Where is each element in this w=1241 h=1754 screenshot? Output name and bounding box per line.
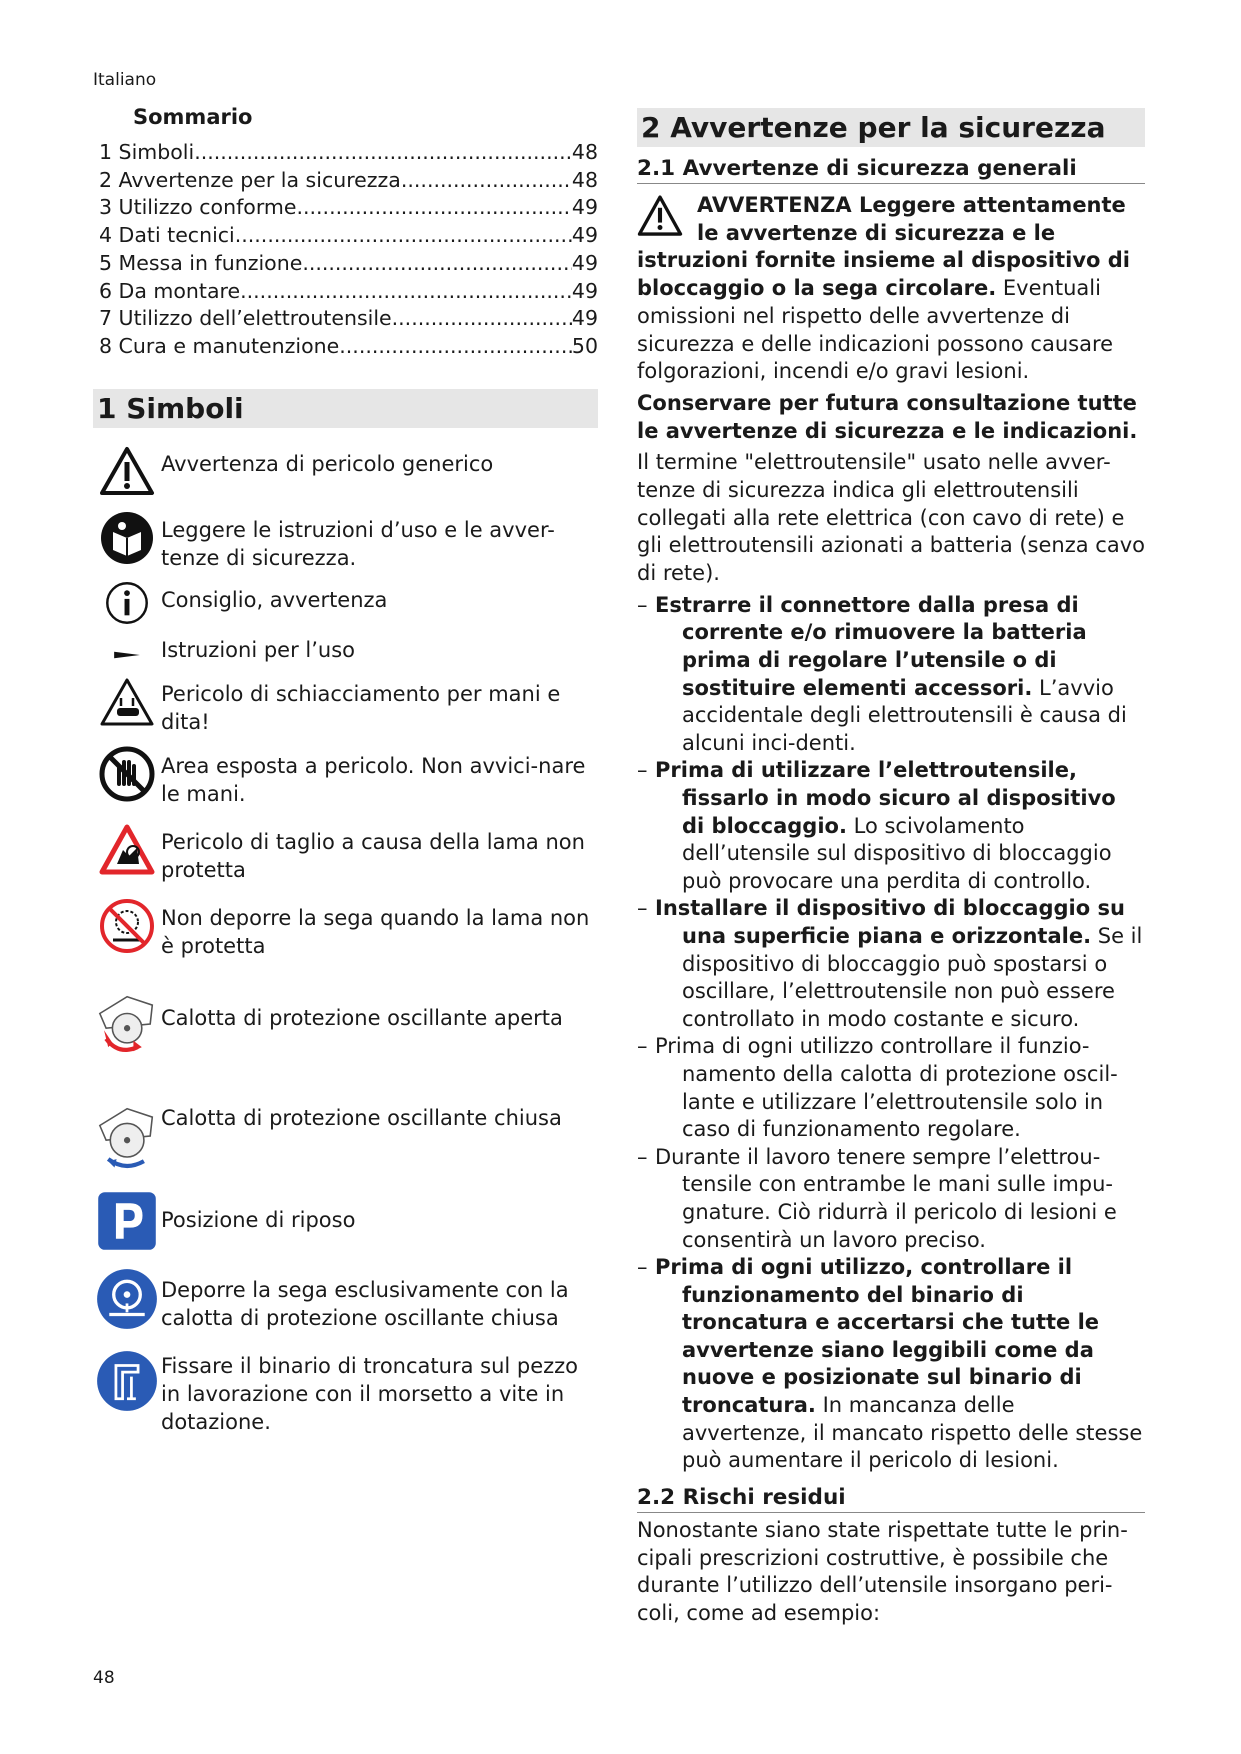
right-column bbox=[637, 108, 1145, 1632]
toc-item[interactable]: 6 Da montare ..... 49 bbox=[99, 278, 598, 306]
guard-closed-icon bbox=[93, 1094, 161, 1174]
clamp-icon bbox=[93, 1346, 161, 1402]
toc-item[interactable]: 5 Messa in funzione ..... 49 bbox=[99, 250, 598, 278]
guard-open-icon bbox=[93, 982, 161, 1062]
list-item: – Prima di ogni utilizzo, controllare il funzionamento del binario di troncatura e accertarsi che tutte le avvertenze siano leggibili come da nuove e posizionate sul binario di troncatura. In mancanza delle avvertenze, il mancato rispetto delle stesse può aumentare il pericolo di lesioni. bbox=[637, 1255, 1143, 1473]
safety-list bbox=[637, 592, 1145, 1475]
parking-icon bbox=[93, 1194, 161, 1250]
toc-item[interactable]: 1 Simboli ..... 48 bbox=[99, 139, 598, 167]
symbol-row: Consiglio, avvertenza bbox=[93, 580, 598, 630]
no-unprotected-blade-icon bbox=[93, 898, 161, 954]
symbol-row: Istruzioni per l’uso bbox=[93, 630, 598, 674]
list-item: – Installare il dispositivo di bloccaggio su una superficie piana e orizzontale. Se il dispositivo di bloccaggio può spostarsi o oscillare, l’elettroutensile non può essere controllato in modo costante e sicuro. bbox=[637, 896, 1143, 1031]
symbol-row: Area esposta a pericolo. Non avvici-nare le mani. bbox=[93, 746, 598, 822]
section-heading-safety: 2 Avvertenze per la sicurezza bbox=[637, 108, 1145, 147]
residual-risks-text: Nonostante siano state rispettate tutte le prin-cipali prescrizioni costruttive, è possibile che durante l’utilizzo dell’utensile insorgano peri-coli, come ad esempio: bbox=[637, 1517, 1128, 1625]
subheading-residual-risks: 2.2 Rischi residui bbox=[637, 1485, 1145, 1513]
page-number: 48 bbox=[93, 1668, 115, 1688]
no-hands-icon bbox=[93, 746, 161, 802]
symbol-row: Fissare il binario di troncatura sul pezzo in lavorazione con il morsetto a vite in dotazione. bbox=[93, 1346, 598, 1426]
symbol-row: Pericolo di taglio a causa della lama non protetta bbox=[93, 822, 598, 898]
info-icon bbox=[93, 580, 161, 636]
symbol-list bbox=[93, 444, 598, 1434]
list-item: – Estrarre il connettore dalla presa di corrente e/o rimuovere la batteria prima di regolare l’utensile o di sostituire elementi accessori. L’avvio accidentale degli elettroutensili è causa di alcuni inci-denti. bbox=[637, 592, 1127, 755]
section-heading-symbols: 1 Simboli bbox=[93, 389, 598, 428]
toc-item[interactable]: 2 Avvertenze per la sicurezza ..... 48 bbox=[99, 167, 598, 195]
list-item: – Prima di utilizzare l’elettroutensile, fissarlo in modo sicuro al dispositivo di bloccaggio. Lo scivolamento dell’utensile sul dispositivo di bloccaggio può provocare una perdita di controllo. bbox=[637, 758, 1116, 893]
toc-item[interactable]: 7 Utilizzo dell’elettroutensile ..... 49 bbox=[99, 305, 598, 333]
list-item: – Durante il lavoro tenere sempre l’elettrou-tensile con entrambe le mani sulle impu-gnature. Ciò ridurrà il pericolo di lesioni e consentirà un lavoro preciso. bbox=[637, 1144, 1117, 1252]
symbol-row: Deporre la sega esclusivamente con la calotta di protezione oscillante chiusa bbox=[93, 1270, 598, 1346]
table-of-contents bbox=[93, 139, 598, 361]
symbol-row: Calotta di protezione oscillante aperta bbox=[93, 982, 598, 1094]
general-warning-icon bbox=[93, 444, 161, 500]
toc-item[interactable]: 3 Utilizzo conforme ..... 49 bbox=[99, 194, 598, 222]
blade-cut-warning-icon bbox=[93, 822, 161, 878]
symbol-row: Posizione di riposo bbox=[93, 1194, 598, 1270]
subheading-general-safety: 2.1 Avvertenze di sicurezza generali bbox=[637, 156, 1145, 184]
symbol-row: Pericolo di schiacciamento per mani e dita! bbox=[93, 674, 598, 746]
warning-icon bbox=[637, 194, 683, 238]
left-column bbox=[93, 105, 598, 1434]
warning-paragraph: AVVERTENZA Leggere attentamente le avvertenze di sicurezza e le istruzioni fornite insieme al dispositivo di bloccaggio o la sega circolare. Eventuali omissioni nel rispetto delle avvertenze di sicurezza e delle indicazioni possono causare folgorazioni, incendi e/o gravi lesioni. bbox=[637, 193, 1130, 384]
toc-item[interactable]: 4 Dati tecnici ..... 49 bbox=[99, 222, 598, 250]
toc-item[interactable]: 8 Cura e manutenzione ..... 50 bbox=[99, 333, 598, 361]
list-item: – Prima di ogni utilizzo controllare il funzio-namento della calotta di protezione oscil-lante e utilizzare l’elettroutensile solo in caso di funzionamento regolare. bbox=[637, 1034, 1118, 1142]
language-label: Italiano bbox=[93, 70, 157, 90]
symbol-row: Avvertenza di pericolo generico bbox=[93, 444, 598, 510]
keep-instructions-text: Conservare per futura consultazione tutte le avvertenze di sicurezza e le indicazioni. bbox=[637, 390, 1138, 443]
symbol-row: Leggere le istruzioni d’uso e le avver-tenze di sicurezza. bbox=[93, 510, 598, 580]
hand-crush-warning-icon bbox=[93, 674, 161, 730]
lay-down-closed-guard-icon bbox=[93, 1270, 161, 1326]
symbol-row: Calotta di protezione oscillante chiusa bbox=[93, 1094, 598, 1194]
symbol-row: Non deporre la sega quando la lama non è protetta bbox=[93, 898, 598, 982]
term-definition-text: Il termine "elettroutensile" usato nelle avver-tenze di sicurezza indica gli elettroutensili collegati alla rete elettrica (con cavo di rete) e gli elettroutensili azionati a batteria (senza cavo di rete). bbox=[637, 450, 1145, 586]
toc-title: Sommario bbox=[133, 105, 253, 129]
read-manual-icon bbox=[93, 510, 161, 566]
